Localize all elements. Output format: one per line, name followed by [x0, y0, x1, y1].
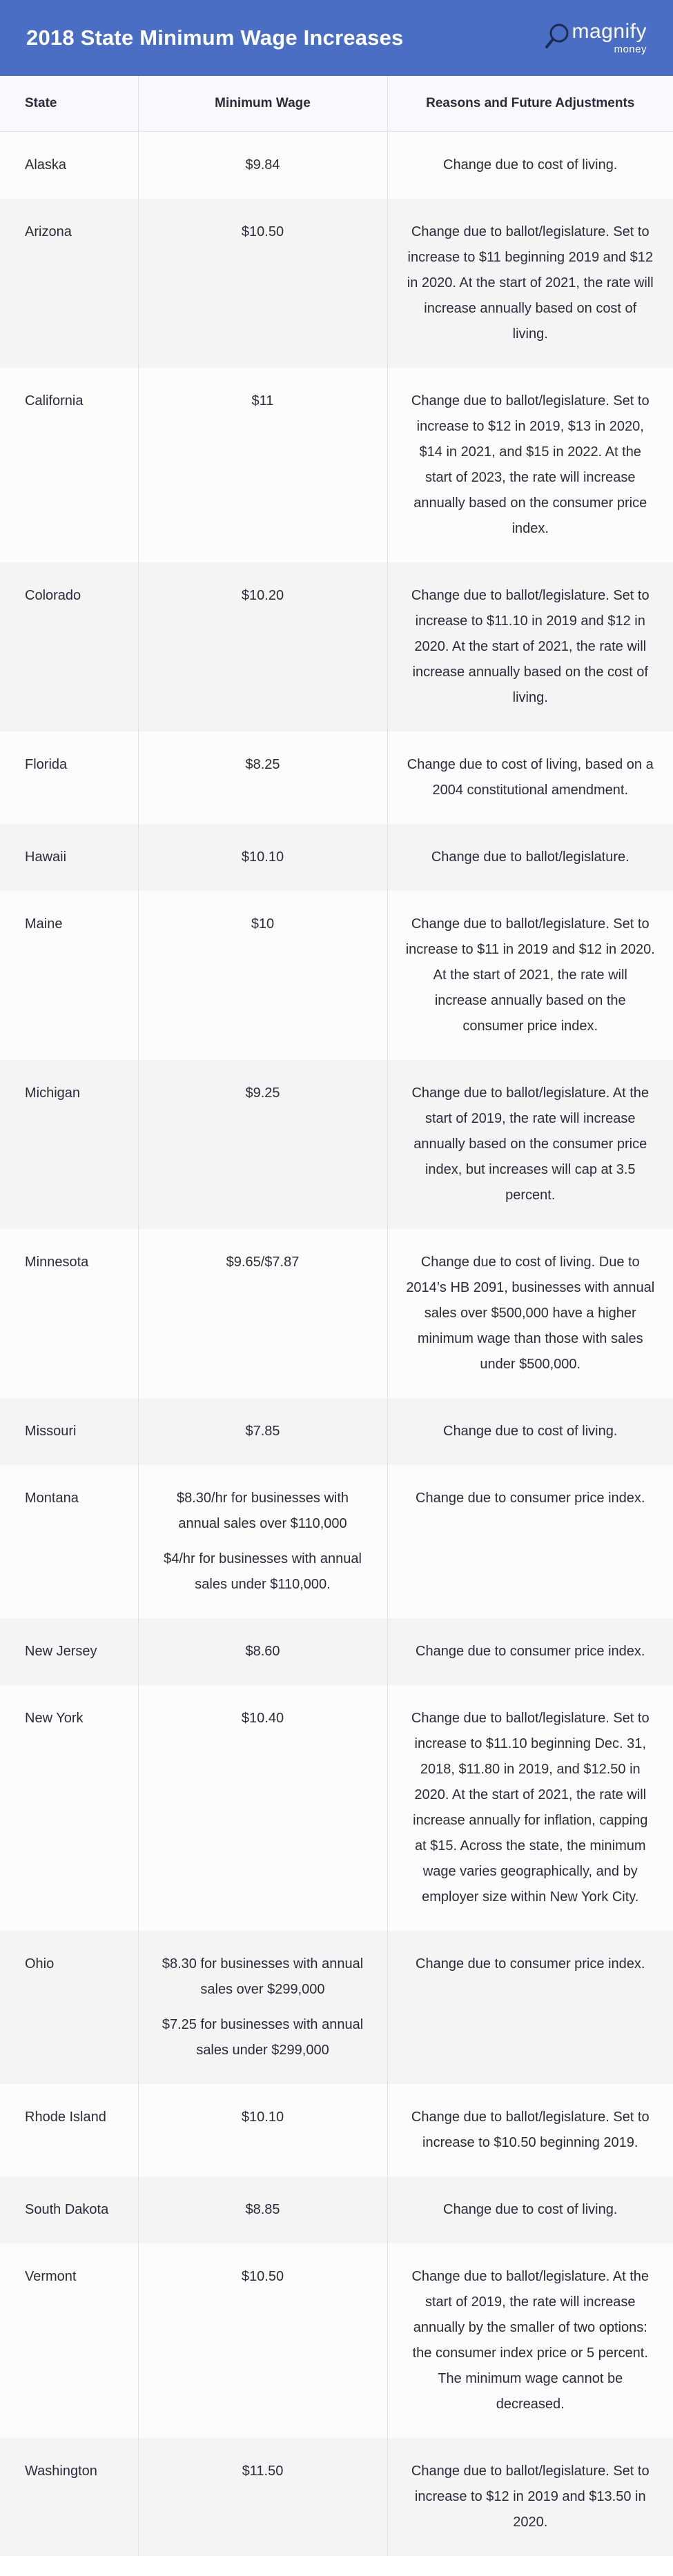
- minimum-wage-value: $9.65/$7.87: [226, 1255, 300, 1270]
- state-cell: Hawaii: [0, 824, 138, 891]
- state-cell: Montana: [0, 1465, 138, 1618]
- reason-cell: Change due to ballot/legislature. Set to increase to $11.10 beginning Dec. 31, 2018, $11.80 in 2019, and $12.50 in 2020. At the start of 2021, the rate will increase annually for inflation, capping at $15. Across the state, the minimum wage varies geographically, and by employer size within New York City.: [387, 1685, 673, 1931]
- table-row: [0, 1465, 673, 1618]
- minimum-wage-value: $4/hr for businesses with annual sales under $110,000.: [164, 1551, 362, 1592]
- minimum-wage-cell: [138, 562, 387, 731]
- reason-cell: Change due to cost of living.: [387, 2176, 673, 2243]
- minimum-wage-cell: [138, 824, 387, 891]
- table-row: [0, 562, 673, 731]
- table-row: [0, 2084, 673, 2176]
- minimum-wage-cell: [138, 368, 387, 562]
- reason-cell: Change due to ballot/legislature. Set to increase to $11.10 in 2019 and $12 in 2020. At the start of 2021, the rate will increase annually based on the cost of living.: [387, 562, 673, 731]
- reason-cell: Change due to consumer price index.: [387, 1931, 673, 2084]
- state-cell: Florida: [0, 731, 138, 824]
- minimum-wage-cell: [138, 1618, 387, 1685]
- minimum-wage-cell: [138, 199, 387, 368]
- minimum-wage-value: $10.50: [241, 2269, 284, 2284]
- state-cell: Arizona: [0, 199, 138, 368]
- table-row: [0, 824, 673, 891]
- minimum-wage-value: $7.25 for businesses with annual sales under $299,000: [162, 2017, 364, 2058]
- reason-cell: Change due to cost of living, based on a 2004 constitutional amendment.: [387, 731, 673, 824]
- logo-wordmark: magnify: [572, 20, 647, 43]
- reason-cell: Change due to ballot/legislature. Set to increase to $12 in 2019, $13 in 2020, $14 in 2021, and $15 in 2022. At the start of 2023, the rate will increase annually based on the consumer price index.: [387, 368, 673, 562]
- minimum-wage-cell: [138, 2084, 387, 2176]
- minimum-wage-cell: [138, 891, 387, 1060]
- state-cell: Minnesota: [0, 1229, 138, 1398]
- table-row: [0, 368, 673, 562]
- table-body: [0, 132, 673, 2557]
- magnifying-glass-icon: [545, 19, 569, 57]
- minimum-wage-cell: [138, 1685, 387, 1931]
- minimum-wage-value: $8.85: [245, 2202, 280, 2217]
- state-cell: Rhode Island: [0, 2084, 138, 2176]
- minimum-wage-cell: [138, 132, 387, 199]
- reason-cell: Change due to consumer price index.: [387, 1465, 673, 1618]
- reason-cell: Change due to consumer price index.: [387, 1618, 673, 1685]
- reason-cell: Change due to ballot/legislature. At the start of 2019, the rate will increase annually based on the consumer price index, but increases will cap at 3.5 percent.: [387, 1060, 673, 1229]
- magnify-money-logo: [545, 19, 647, 57]
- minimum-wage-cell: [138, 1931, 387, 2084]
- reason-cell: Change due to ballot/legislature. Set to increase to $11 beginning 2019 and $12 in 2020. At the start of 2021, the rate will increase annually based on cost of living.: [387, 199, 673, 368]
- table-row: [0, 891, 673, 1060]
- table-row: [0, 1931, 673, 2084]
- minimum-wage-value: $11.50: [242, 2464, 284, 2479]
- table-row: [0, 2438, 673, 2556]
- reason-cell: Change due to ballot/legislature. Set to increase to $12 in 2019 and $13.50 in 2020.: [387, 2438, 673, 2556]
- table-row: [0, 1060, 673, 1229]
- state-cell: Maine: [0, 891, 138, 1060]
- minimum-wage-cell: [138, 2243, 387, 2438]
- table-row: [0, 1618, 673, 1685]
- minimum-wage-value: $9.25: [245, 1085, 280, 1101]
- column-header-minimum-wage: Minimum Wage: [138, 76, 387, 132]
- table-row: [0, 731, 673, 824]
- minimum-wage-value: $8.60: [245, 1644, 280, 1659]
- column-header-state: State: [0, 76, 138, 132]
- minimum-wage-cell: [138, 1060, 387, 1229]
- state-cell: New York: [0, 1685, 138, 1931]
- table-row: [0, 199, 673, 368]
- state-cell: Alaska: [0, 132, 138, 199]
- logo-subtext: money: [614, 43, 647, 55]
- minimum-wage-value: $8.25: [245, 757, 280, 772]
- state-cell: Missouri: [0, 1398, 138, 1465]
- minimum-wage-value: $10.40: [241, 1711, 284, 1726]
- state-cell: California: [0, 368, 138, 562]
- minimum-wage-value: $10.10: [241, 849, 284, 865]
- minimum-wage-value: $10: [251, 916, 275, 932]
- minimum-wage-value: $7.85: [245, 1424, 280, 1439]
- minimum-wage-cell: [138, 2176, 387, 2243]
- state-cell: Washington: [0, 2438, 138, 2556]
- minimum-wage-value: $9.84: [245, 157, 280, 173]
- minimum-wage-value: $10.10: [241, 2110, 284, 2125]
- reason-cell: Change due to cost of living.: [387, 1398, 673, 1465]
- table-row: [0, 1229, 673, 1398]
- reason-cell: Change due to cost of living.: [387, 132, 673, 199]
- state-cell: New Jersey: [0, 1618, 138, 1685]
- state-cell: Ohio: [0, 1931, 138, 2084]
- minimum-wage-table: [0, 76, 673, 2556]
- minimum-wage-value: $10.50: [241, 224, 284, 239]
- reason-cell: Change due to ballot/legislature. At the start of 2019, the rate will increase annually by the smaller of two options: the consumer index price or 5 percent. The minimum wage cannot be decreased.: [387, 2243, 673, 2438]
- column-header-reasons: Reasons and Future Adjustments: [387, 76, 673, 132]
- minimum-wage-cell: [138, 731, 387, 824]
- reason-cell: Change due to ballot/legislature. Set to increase to $11 in 2019 and $12 in 2020. At the start of 2021, the rate will increase annually based on the consumer price index.: [387, 891, 673, 1060]
- minimum-wage-cell: [138, 1229, 387, 1398]
- table-header-row: [0, 76, 673, 132]
- table-row: [0, 1685, 673, 1931]
- state-cell: Vermont: [0, 2243, 138, 2438]
- page-header: [0, 0, 673, 76]
- state-cell: Michigan: [0, 1060, 138, 1229]
- table-row: [0, 132, 673, 199]
- page-title: 2018 State Minimum Wage Increases: [26, 26, 404, 50]
- minimum-wage-value: $8.30 for businesses with annual sales over $299,000: [162, 1956, 364, 1997]
- minimum-wage-cell: [138, 1465, 387, 1618]
- minimum-wage-value: $11: [251, 393, 274, 409]
- table-row: [0, 2176, 673, 2243]
- minimum-wage-cell: [138, 2438, 387, 2556]
- reason-cell: Change due to ballot/legislature.: [387, 824, 673, 891]
- reason-cell: Change due to ballot/legislature. Set to increase to $10.50 beginning 2019.: [387, 2084, 673, 2176]
- state-cell: South Dakota: [0, 2176, 138, 2243]
- table-row: [0, 1398, 673, 1465]
- minimum-wage-value: $10.20: [241, 588, 284, 603]
- minimum-wage-value: $8.30/hr for businesses with annual sales over $110,000: [176, 1491, 349, 1531]
- state-cell: Colorado: [0, 562, 138, 731]
- table-row: [0, 2243, 673, 2438]
- minimum-wage-cell: [138, 1398, 387, 1465]
- reason-cell: Change due to cost of living. Due to 2014’s HB 2091, businesses with annual sales over $500,000 have a higher minimum wage than those with sales under $500,000.: [387, 1229, 673, 1398]
